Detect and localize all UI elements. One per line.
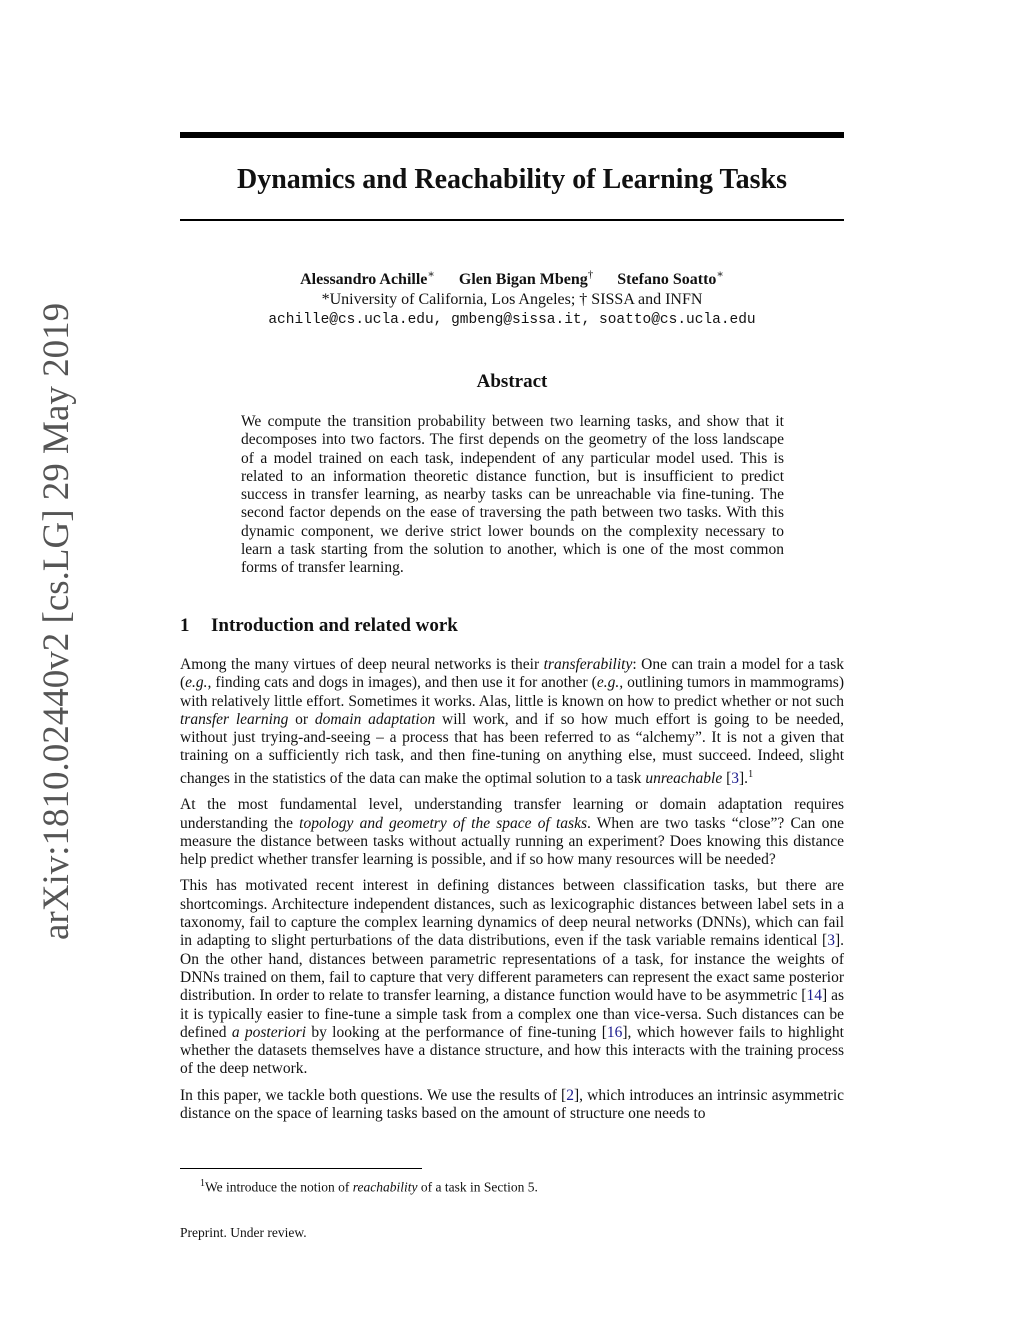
paragraph: This has motivated recent interest in defining distances between classification tasks, but there are shortcomings. Architecture independent distances, such as lexicographic distances between label sets in a taxonomy, fail to capture the complex learning dynamics of deep neural networks (DNNs), which can fail in adapting to slight perturbations of the data distributions, even if the task variable remains identical [3]. On the other hand, distances between parametric representations of a task, for instance the weights of DNNs trained on them, fail to capture that very different parameters can represent the exact same posterior distribution. In order to relate to transfer learning, a distance function would have to be asymmetric [14] as it is typically easier to fine-tune a simple task from a complex one than vice-versa. Such distances can be defined a posteriori by looking at the performance of fine-tuning [16], which however fails to highlight whether the datasets themselves have a distance structure, and how this interacts with the training process of the deep network. (180, 877, 844, 1078)
section-title: Introduction and related work (211, 615, 458, 636)
arxiv-stamp[interactable]: arXiv:1810.02440v2 [cs.LG] 29 May 2019 (36, 302, 77, 940)
citation-link[interactable]: 14 (806, 987, 822, 1005)
citation-link[interactable]: 2 (566, 1086, 574, 1104)
footnote-rule (180, 1168, 422, 1169)
title-bottom-rule (180, 219, 844, 221)
paragraph: In this paper, we tackle both questions. We use the results of [2], which introduces an intrinsic asymmetric distance on the space of learning tasks based on the amount of structure one needs to (180, 1086, 845, 1122)
author-names (180, 265, 844, 290)
affiliation: *University of California, Los Angeles; † SISSA and INFN (321, 291, 703, 309)
citation-link[interactable]: 16 (606, 1023, 623, 1041)
section-body (180, 656, 844, 1131)
citation-link[interactable]: 3 (731, 769, 740, 787)
paragraph: At the most fundamental level, understanding transfer learning or domain adaptation requires understanding the topology and geometry of the space of tasks. When are two tasks “close”? Can one measure the distance between tasks without actually running an experiment? Does knowing this distance help predict whether transfer learning is possible, and if so how many resources will be needed? (180, 796, 844, 869)
preprint-note: Preprint. Under review. (180, 1225, 307, 1240)
abstract-heading: Abstract (476, 371, 548, 392)
paragraph: Among the many virtues of deep neural networks is their transferability: One can train a model for a task (e.g., finding cats and dogs in images), and then use it for another (e.g., outlining tumors in mammograms) with relatively little effort. Sometimes it works. Alas, little is known on how to predict whether or not such transfer learning or domain adaptation will work, and if so how much effort is going to be needed, without just trying-and-seeing – a process that has been referred to as “alchemy”. It is not a given that training on a sufficiently rich task, and then fine-tuning on anything else, must succeed. Indeed, slight changes in the statistics of the data can make the optimal solution to a task unreachable [3].$^1$ (180, 656, 844, 787)
author: Stefano Soatto∗ (617, 269, 724, 289)
title-top-rule (180, 132, 844, 138)
author: Glen Bigan Mbeng† (458, 269, 594, 289)
author-block (180, 265, 844, 330)
footnote: $^1$We introduce the notion of reachability of a task in Section 5. (200, 1178, 538, 1195)
paper-title: Dynamics and Reachability of Learning Tasks (237, 164, 787, 195)
author: Alessandro Achille∗ (300, 269, 435, 289)
section-heading (180, 614, 844, 638)
footnote-marker[interactable]: 1 (748, 768, 754, 780)
author-emails[interactable]: achille@cs.ucla.edu, gmbeng@sissa.it, soatto@cs.ucla.edu (268, 312, 756, 329)
citation-link[interactable]: 3 (827, 932, 835, 950)
abstract-text: We compute the transition probability between two learning tasks, and show that it decomposes into two factors. The first depends on the geometry of the loss landscape of a model trained on each task, independent of any particular model used. This is related to an information theoretic distance function, but is insufficient to predict success in transfer learning, as nearby tasks can be unreachable via fine-tuning. The second factor depends on the ease of traversing the path between two tasks. With this dynamic component, we derive strict lower bounds on the complexity necessary to learn a task starting from the solution to another, which is one of the most common forms of transfer learning. (241, 413, 784, 577)
section-number: 1 (180, 615, 190, 636)
